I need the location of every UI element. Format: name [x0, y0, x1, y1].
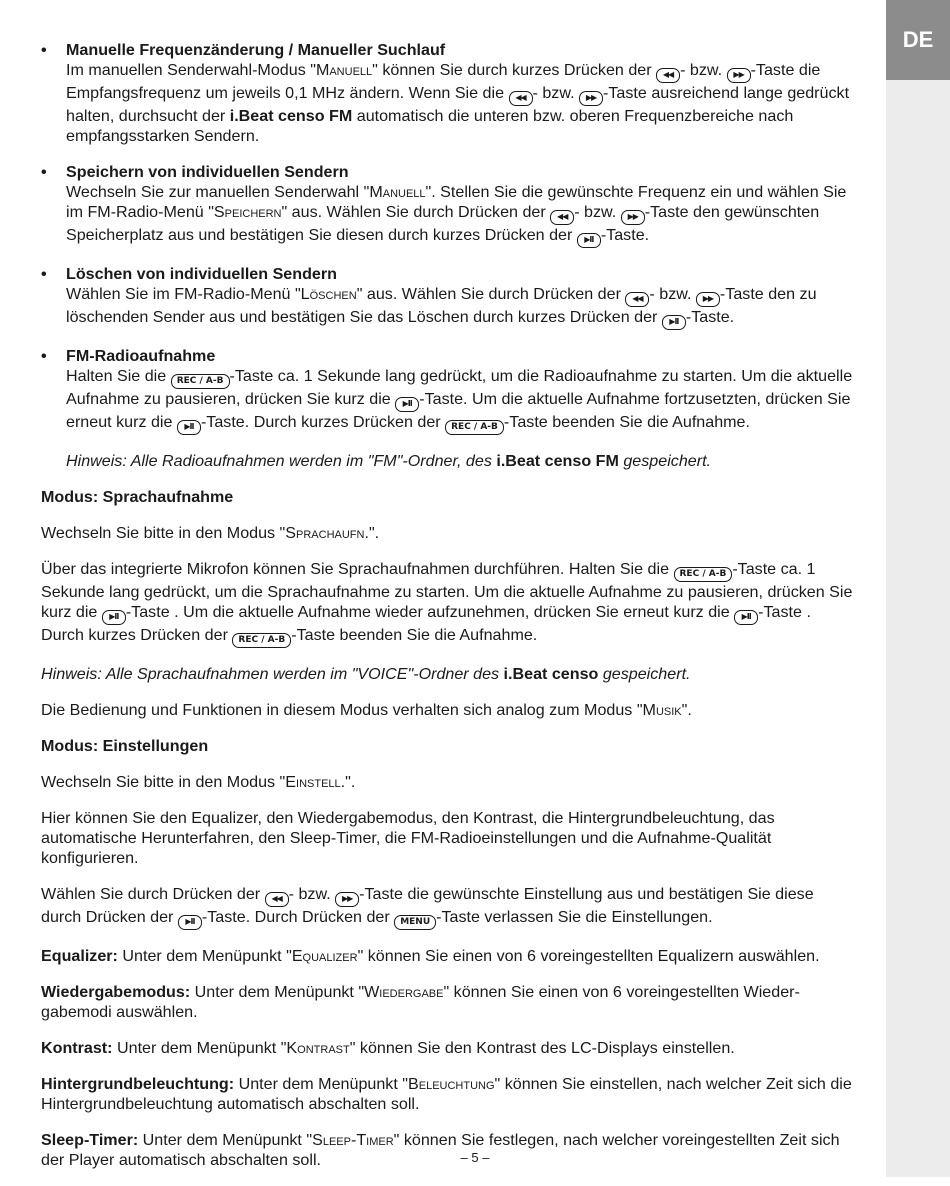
bullet-text: Wählen Sie im FM-Radio-Menü "Löschen" aus. Wählen Sie durch Drücken der ◀◀ - bzw. ▶▶ -Taste den zu löschenden Sender aus und bestätigen Sie das Löschen durch kurzes Drücken der ▶II -Taste. — [66, 284, 856, 330]
bullet-dot: • — [41, 347, 47, 365]
equalizer-paragraph: Equalizer: Unter dem Menüpunkt "Equalizer" können Sie einen von 6 voreingestellten Equalizern auswählen. — [41, 947, 820, 965]
bullet-dot: • — [41, 265, 47, 283]
voice-mode-paragraph: Wechseln Sie bitte in den Modus "Sprachaufn.". — [41, 524, 380, 542]
fast-forward-key-icon: ▶▶ — [335, 892, 359, 907]
bullet-save-station — [41, 162, 856, 248]
fast-forward-key-icon: ▶▶ — [727, 68, 751, 83]
rewind-key-icon: ◀◀ — [509, 91, 533, 106]
rec-ab-key-icon: REC / A-B — [171, 374, 230, 389]
contrast-paragraph: Kontrast: Unter dem Menüpunkt "Kontrast" können Sie den Kontrast des LC-Displays einstellen. — [41, 1039, 735, 1057]
play-pause-key-icon: ▶II — [177, 420, 201, 435]
rewind-key-icon: ◀◀ — [625, 292, 649, 307]
rec-ab-key-icon: REC / A-B — [232, 633, 291, 648]
voice-instructions-paragraph: Über das integrierte Mikrofon können Sie Sprachaufnahmen durchführen. Halten Sie die REC / A-B -Taste ca. 1 Sekunde lang gedrückt, um die Sprachaufnahme zu starten. Um die aktuelle Aufnahme zu pausieren, drücken Sie kurz die ▶II -Taste . Um die aktuelle Aufnahme wieder aufzunehmen, drücken Sie erneut kurz die ▶II -Taste . Durch kurzes Drücken der REC / A-B -Taste beenden Sie die Aufnahme. — [41, 559, 856, 648]
bullet-text: Im manuellen Senderwahl-Modus "Manuell" können Sie durch kurzes Drücken der ◀◀ - bzw. ▶▶ -Taste die Empfangsfrequenz um jeweils 0,1 MHz ändern. Wenn Sie die ◀◀ - bzw. ▶▶ -Taste ausreichend lange gedrückt halten, durchsucht der i.Beat censo FM automatisch die unteren bzw. oberen Frequenzbereiche nach empfangsstarken Sendern. — [66, 61, 850, 145]
play-pause-key-icon: ▶II — [734, 610, 758, 625]
play-pause-key-icon: ▶II — [662, 315, 686, 330]
rewind-key-icon: ◀◀ — [656, 68, 680, 83]
bullet-title: Speichern von individuellen Sendern — [66, 163, 349, 181]
language-tab: DE — [886, 0, 950, 80]
bullet-fm-recording — [41, 346, 856, 471]
settings-mode-paragraph: Wechseln Sie bitte in den Modus "Einstell.". — [41, 773, 356, 791]
sleep-timer-paragraph: Sleep-Timer: Unter dem Menüpunkt "Sleep-Timer" können Sie festlegen, nach welcher voreingestellten Zeit sich der Player automatisch abschalten soll. — [41, 1131, 840, 1169]
rec-ab-key-icon: REC / A-B — [674, 567, 733, 582]
bullet-title: Manuelle Frequenzänderung / Manueller Suchlauf — [66, 41, 446, 59]
play-pause-key-icon: ▶II — [102, 610, 126, 625]
settings-navigation-paragraph: Wählen Sie durch Drücken der ◀◀ - bzw. ▶▶ -Taste die gewünschte Einstellung aus und bestätigen Sie diese durch Drücken der ▶II -Taste. Durch Drücken der MENU -Taste verlassen Sie die Einstellungen. — [41, 884, 856, 930]
bullet-manual-frequency — [41, 40, 856, 146]
backlight-paragraph: Hintergrundbeleuchtung: Unter dem Menüpunkt "Beleuchtung" können Sie einstellen, nach welcher Zeit sich die Hintergrundbeleuchtung automatisch abschalten soll. — [41, 1075, 852, 1113]
page-number: – 5 – — [460, 1150, 490, 1165]
fast-forward-key-icon: ▶▶ — [579, 91, 603, 106]
bullet-title: Löschen von individuellen Sendern — [66, 265, 337, 283]
playback-mode-paragraph: Wiedergabemodus: Unter dem Menüpunkt "Wiedergabe" können Sie einen von 6 voreingestellten Wieder-gabemodi auswählen. — [41, 983, 800, 1021]
bullet-text: Halten Sie die REC / A-B -Taste ca. 1 Sekunde lang gedrückt, um die Radioaufnahme zu starten. Um die aktuelle Aufnahme zu pausieren, drücken Sie kurz die ▶II -Taste. Um die aktuelle Aufnahme fortzusetzten, drücken Sie erneut kurz die ▶II -Taste. Durch kurzes Drücken der REC / A-B -Taste beenden Sie die Aufnahme. — [66, 366, 856, 435]
rewind-key-icon: ◀◀ — [550, 210, 574, 225]
bullet-dot: • — [41, 41, 47, 59]
fast-forward-key-icon: ▶▶ — [696, 292, 720, 307]
settings-overview-paragraph: Hier können Sie den Equalizer, den Wiedergabemodus, den Kontrast, die Hintergrundbeleuchtung, das automatische Herunterfahren, den Sleep-Timer, die FM-Radioeinstellungen und die Aufnahme-Qualität konfigurieren. — [41, 809, 775, 867]
bullet-text: Wechseln Sie zur manuellen Senderwahl "Manuell". Stellen Sie die gewünschte Frequenz ein und wählen Sie im FM-Radio-Menü "Speichern" aus. Wählen Sie durch Drücken der ◀◀ - bzw. ▶▶ -Taste den gewünschten Speicherplatz aus und bestätigen Sie diesen durch kurzes Drücken der ▶II -Taste. — [66, 182, 856, 248]
rec-ab-key-icon: REC / A-B — [445, 420, 504, 435]
bullet-delete-station — [41, 264, 856, 330]
fast-forward-key-icon: ▶▶ — [621, 210, 645, 225]
bullet-title: FM-Radioaufnahme — [66, 347, 216, 365]
menu-key-icon: MENU — [394, 915, 436, 930]
play-pause-key-icon: ▶II — [395, 397, 419, 412]
side-margin-strip — [886, 0, 950, 1177]
play-pause-key-icon: ▶II — [577, 233, 601, 248]
hint-fm-folder: Hinweis: Alle Radioaufnahmen werden im "FM"-Ordner, des i.Beat censo FM gespeichert. — [66, 452, 712, 470]
heading-voice-recording: Modus: Sprachaufnahme — [41, 488, 234, 506]
voice-analog-paragraph: Die Bedienung und Funktionen in diesem Modus verhalten sich analog zum Modus "Musik". — [41, 701, 692, 719]
bullet-dot: • — [41, 163, 47, 181]
rewind-key-icon: ◀◀ — [265, 892, 289, 907]
play-pause-key-icon: ▶II — [178, 915, 202, 930]
hint-voice-folder: Hinweis: Alle Sprachaufnahmen werden im "VOICE"-Ordner des i.Beat censo gespeichert. — [41, 665, 691, 683]
heading-settings: Modus: Einstellungen — [41, 737, 209, 755]
page-content — [41, 40, 856, 1186]
